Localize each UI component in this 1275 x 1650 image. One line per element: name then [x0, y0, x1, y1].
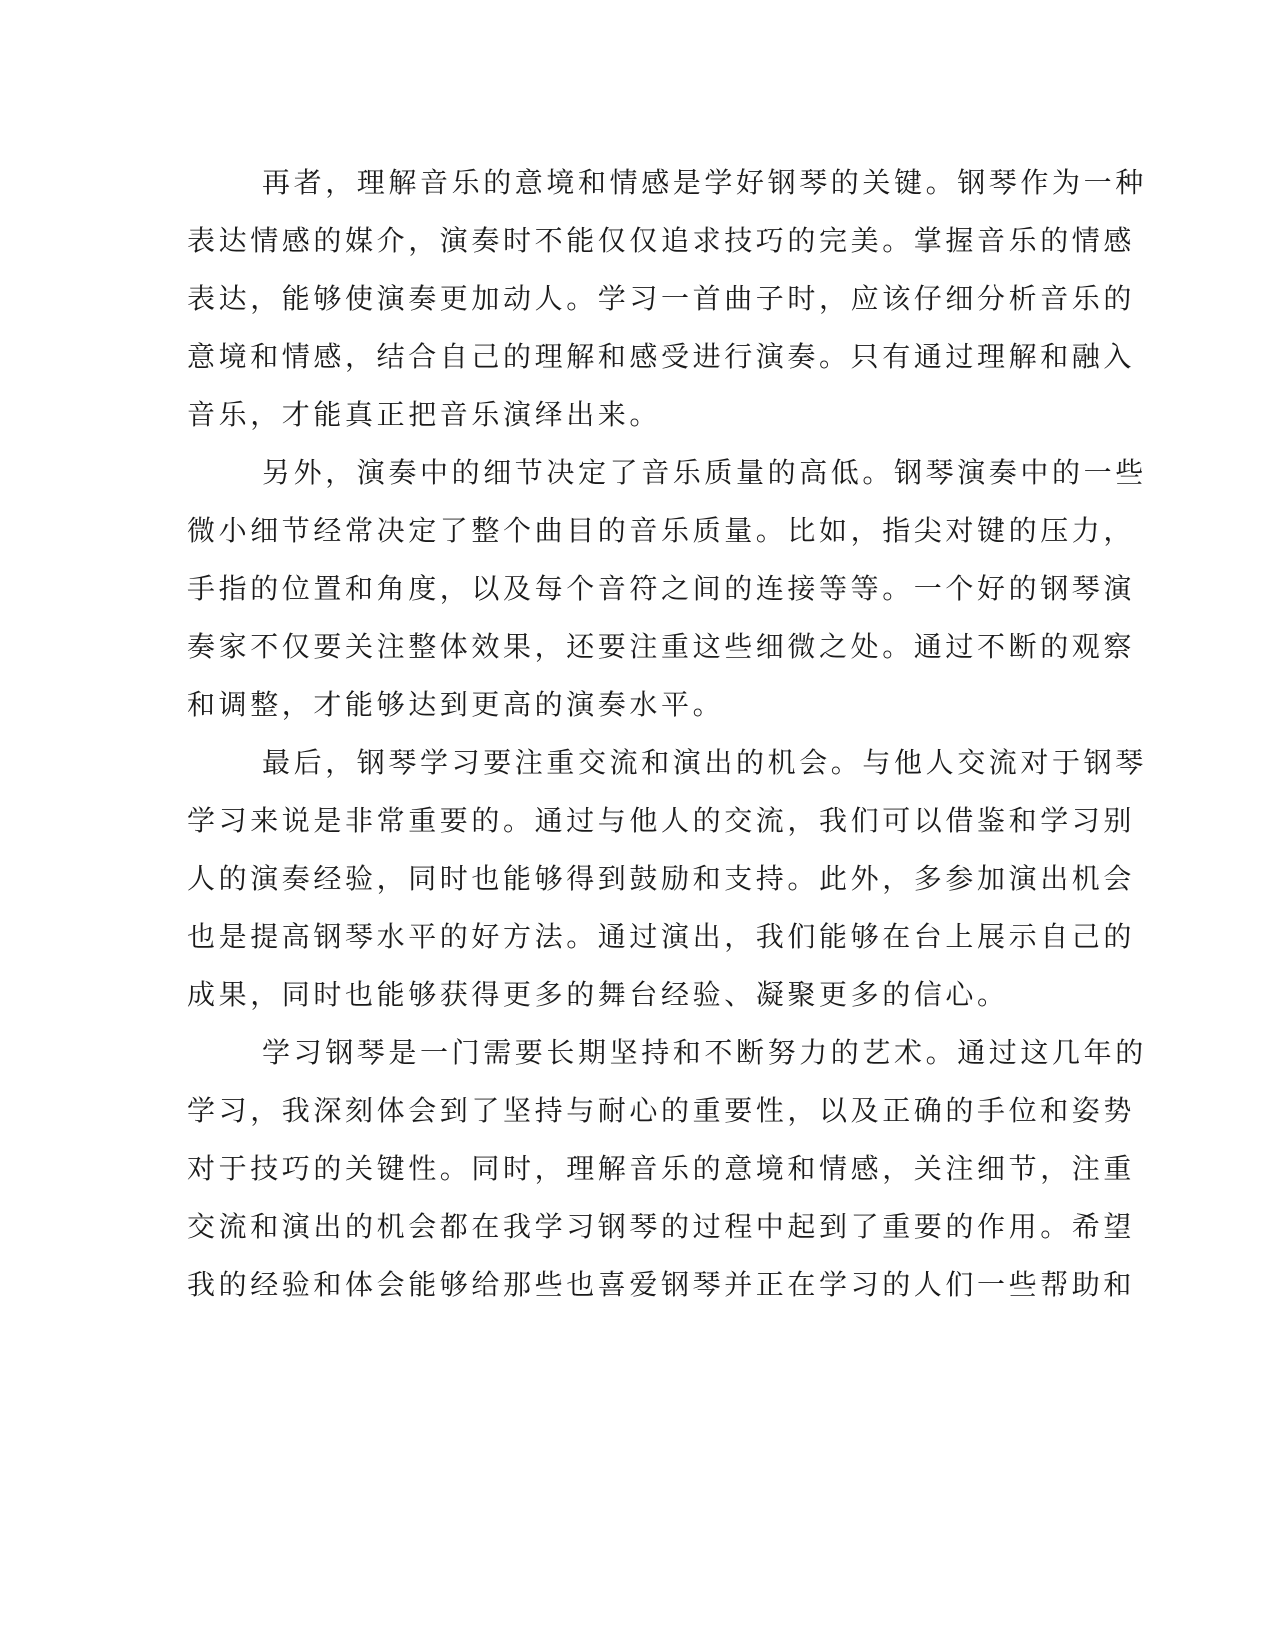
text-line: 表达，能够使演奏更加动人。学习一首曲子时，应该仔细分析音乐的	[187, 282, 1136, 315]
text-line: 意境和情感，结合自己的理解和感受进行演奏。只有通过理解和融入	[187, 340, 1136, 373]
text-line: 对于技巧的关键性。同时，理解音乐的意境和情感，关注细节，注重	[187, 1152, 1136, 1185]
text-line: 奏家不仅要关注整体效果，还要注重这些细微之处。通过不断的观察	[187, 630, 1136, 663]
text-line: 另外，演奏中的细节决定了音乐质量的高低。钢琴演奏中的一些	[262, 456, 1147, 489]
paragraph	[187, 154, 1147, 444]
text-line: 交流和演出的机会都在我学习钢琴的过程中起到了重要的作用。希望	[187, 1210, 1136, 1243]
text-line: 表达情感的媒介，演奏时不能仅仅追求技巧的完美。掌握音乐的情感	[187, 224, 1136, 257]
paragraph	[187, 734, 1147, 1024]
text-line: 手指的位置和角度，以及每个音符之间的连接等等。一个好的钢琴演	[187, 572, 1136, 605]
text-line: 学习钢琴是一门需要长期坚持和不断努力的艺术。通过这几年的	[262, 1036, 1147, 1069]
text-line: 音乐，才能真正把音乐演绎出来。	[187, 398, 662, 431]
text-line: 人的演奏经验，同时也能够得到鼓励和支持。此外，多参加演出机会	[187, 862, 1136, 895]
text-line: 最后，钢琴学习要注重交流和演出的机会。与他人交流对于钢琴	[262, 746, 1147, 779]
text-line: 也是提高钢琴水平的好方法。通过演出，我们能够在台上展示自己的	[187, 920, 1136, 953]
text-line: 学习来说是非常重要的。通过与他人的交流，我们可以借鉴和学习别	[187, 804, 1136, 837]
text-line: 我的经验和体会能够给那些也喜爱钢琴并正在学习的人们一些帮助和	[187, 1268, 1136, 1301]
text-line: 成果，同时也能够获得更多的舞台经验、凝聚更多的信心。	[187, 978, 1009, 1011]
document-body	[187, 154, 1147, 1314]
paragraph	[187, 444, 1147, 734]
text-line: 学习，我深刻体会到了坚持与耐心的重要性，以及正确的手位和姿势	[187, 1094, 1136, 1127]
paragraph	[187, 1024, 1147, 1314]
text-line: 和调整，才能够达到更高的演奏水平。	[187, 688, 725, 721]
text-line: 微小细节经常决定了整个曲目的音乐质量。比如，指尖对键的压力，	[187, 514, 1136, 547]
text-line: 再者，理解音乐的意境和情感是学好钢琴的关键。钢琴作为一种	[262, 166, 1147, 199]
